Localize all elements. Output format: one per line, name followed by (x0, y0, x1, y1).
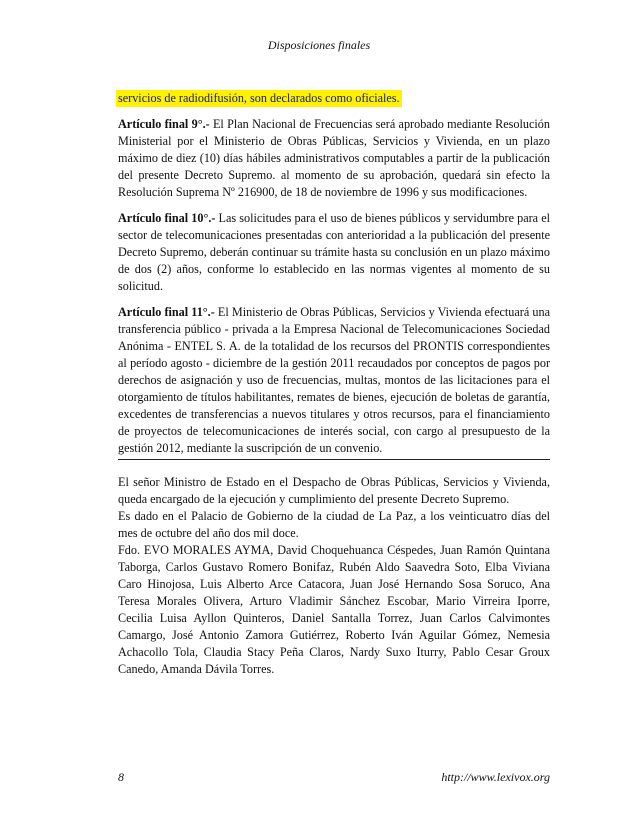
article-9 (118, 116, 550, 201)
signatures-paragraph: Fdo. EVO MORALES AYMA, David Choquehuanca Céspedes, Juan Ramón Quintana Taborga, Carlos Gustavo Romero Bonifaz, Rubén Aldo Saavedra Soto, Elba Viviana Caro Hinojosa, Luis Alberto Arce Catacora, Juan José Hernando Sosa Soruco, Ana Teresa Morales Olivera, Arturo Vladimir Sánchez Escobar, Mario Virreira Iporre, Cecilia Luisa Ayllon Quinteros, Daniel Santalla Torrez, Juan Carlos Calvimontes Camargo, José Antonio Zamora Gutiérrez, Roberto Iván Aguilar Gómez, Nemesia Achacollo Tola, Claudia Stacy Peña Claros, Nardy Suxo Iturry, Pablo Cesar Groux Canedo, Amanda Dávila Torres. (118, 543, 550, 676)
article-10 (118, 210, 550, 295)
article-9-text: El Plan Nacional de Frecuencias será aprobado mediante Resolución Ministerial por el Ministerio de Obras Públicas, Servicios y Vivienda, en un plazo máximo de diez (10) días hábiles administrativos computables a partir de la publicación del presente Decreto Supremo. al momento de su aprobación, quedará sin efecto la Resolución Suprema Nº 216900, de 18 de noviembre de 1996 y sus modificaciones. (118, 117, 550, 199)
article-10-heading: Artículo final 10°.- (118, 211, 216, 225)
article-11-text: El Ministerio de Obras Públicas, Servicios y Vivienda efectuará una transferencia público - privada a la Empresa Nacional de Telecomunicaciones Sociedad Anónima - ENTEL S. A. de la totalidad de los recursos del PRONTIS correspondientes al período agosto - diciembre de la gestión 2011 recaudados por conceptos de pagos por derechos de asignación y uso de frecuencias, multas, montos de las licitaciones para el otorgamiento de títulos habilitantes, remates de bienes, ejecución de boletas de garantía, excedentes de transferencias a nuevos titulares y otros recursos, para el financiamiento de proyectos de telecomunicaciones de interés social, con cargo al presupuesto de la gestión 2012, mediante la suscripción de un convenio. (118, 305, 550, 455)
given-paragraph: Es dado en el Palacio de Gobierno de la ciudad de La Paz, a los veinticuatro días del mes de octubre del año dos mil doce. (118, 509, 550, 540)
footer-url-link[interactable]: http://www.lexivox.org (441, 770, 550, 784)
page-number: 8 (118, 770, 124, 784)
page-header-title: Disposiciones finales (267, 38, 371, 52)
article-10-text: Las solicitudes para el uso de bienes públicos y servidumbre para el sector de telecomunicaciones presentadas con anterioridad a la publicación del presente Decreto Supremo, deberán continuar su trámite hasta su conclusión en un plazo máximo de dos (2) años, conforme lo establecido en las normas vigentes al momento de su solicitud. (118, 211, 550, 293)
article-11-heading: Artículo final 11°.- (118, 305, 215, 319)
highlighted-paragraph (118, 90, 550, 107)
minister-paragraph: El señor Ministro de Estado en el Despacho de Obras Públicas, Servicios y Vivienda, queda encargado de la ejecución y cumplimiento del presente Decreto Supremo. (118, 475, 550, 506)
highlighted-text: servicios de radiodifusión, son declarados como oficiales. (118, 91, 400, 105)
section-divider (118, 459, 550, 460)
article-9-heading: Artículo final 9°.- (118, 117, 210, 131)
page-body (118, 90, 550, 678)
article-11 (118, 304, 550, 457)
